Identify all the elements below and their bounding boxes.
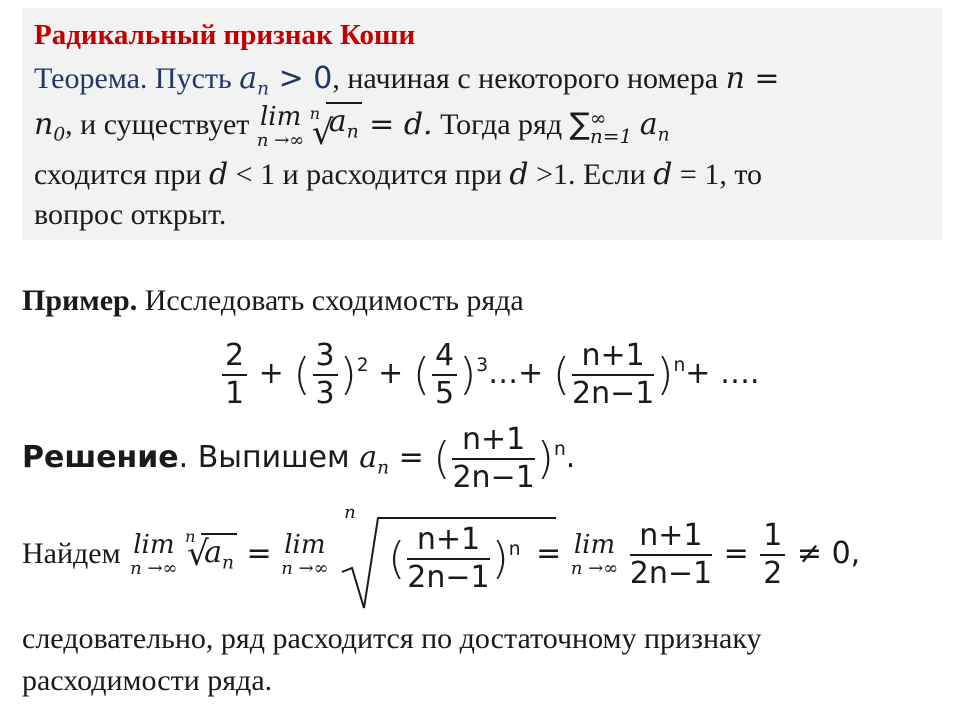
big-nth-root: n ( $\frac{n+1}{2n-1}$ )$^n$ — [338, 516, 526, 593]
an-symbol: $a_n$ — [239, 61, 270, 100]
converges-text: сходится при — [34, 158, 202, 191]
exists-text: , и существует — [65, 108, 250, 142]
conclusion-line-2: расходимости ряда. — [22, 664, 273, 697]
find-lead: Найдем — [22, 537, 121, 570]
d-symbol: d — [509, 157, 529, 192]
theorem-lead: Теорема. Пусть — [34, 62, 232, 95]
d-symbol: d — [653, 157, 673, 192]
nth-root: n √ $a_n$ — [187, 535, 237, 574]
example-heading — [22, 282, 524, 320]
limit-expression: lim n →∞ — [281, 529, 329, 579]
limit-expression: lim n →∞ — [130, 529, 178, 579]
radical-sign — [338, 516, 558, 612]
conclusion-line-1: следовательно, ряд расходится по достаточному признаку — [22, 622, 762, 655]
theorem-line-3 — [34, 156, 762, 194]
root-fraction: $\frac{n+1}{2n-1}$ — [407, 522, 490, 595]
limit-fraction: $\frac{n+1}{2n-1}$ — [629, 518, 713, 591]
not-equal-zero: ≠ 0, — [787, 536, 861, 571]
fraction-2: $\frac{3}{3}$ — [313, 340, 338, 409]
example-series: $\frac{2}{1}$ + ( $\frac{3}{3}$ )$^2$ + ( $\frac{4}{5}$ )$^3$…+ ( $\frac{n+1}{2n-1}$ )$^n$+ …. — [220, 340, 760, 409]
then-series-text: Тогда ряд — [440, 108, 563, 142]
theorem-title: Радикальный признак Коши — [34, 19, 416, 51]
limit-expression: lim n →∞ — [570, 529, 619, 579]
equals-d: = d. — [369, 107, 433, 143]
equals-one-text: = 1, то — [672, 158, 763, 191]
n-equals: n = — [725, 61, 780, 96]
n0-symbol: $n_0$ — [34, 107, 66, 146]
fraction-general: $\frac{n+1}{2n-1}$ — [571, 338, 655, 411]
limit-expression: lim n →∞ — [256, 102, 305, 152]
series-sum: ∑ ∞ n=1 $a_n$ — [569, 106, 670, 149]
find-line: Найдем lim n →∞ n √ $a_n$ = lim n →∞ n ( $\frac{n+1}{2n-1}$ )$^n$ = lim n →∞ $\frac{n+1}{2n-1}$ = $\frac{1}{2}$ ≠ 0, — [22, 516, 860, 616]
solution-line: Решение. Выпишем $a_n$ = ( $\frac{n+1}{2n-1}$ )$^n$. — [22, 422, 576, 495]
fraction-1: $\frac{2}{1}$ — [222, 340, 247, 409]
solution-fraction: $\frac{n+1}{2n-1}$ — [452, 422, 535, 495]
theorem-line-4: вопрос открыт. — [34, 198, 227, 231]
if-text: >1. Если — [528, 158, 646, 191]
example-text: Исследовать сходимость ряда — [144, 284, 524, 317]
solution-text: . Выпишем — [178, 440, 350, 475]
diverges-text: < 1 и расходится при — [228, 158, 502, 191]
solution-label: Решение — [22, 440, 179, 475]
fraction-3: $\frac{4}{5}$ — [432, 340, 457, 409]
d-symbol: d — [208, 157, 229, 192]
example-label: Пример. — [22, 284, 138, 317]
theorem-line-2 — [34, 100, 670, 158]
nth-root: n √ $a_n$ — [312, 100, 362, 155]
half-fraction: $\frac{1}{2}$ — [760, 520, 785, 589]
gt-zero: > 0 — [269, 61, 333, 96]
theorem-line1-rest: , начиная с некоторого номера — [332, 62, 719, 95]
